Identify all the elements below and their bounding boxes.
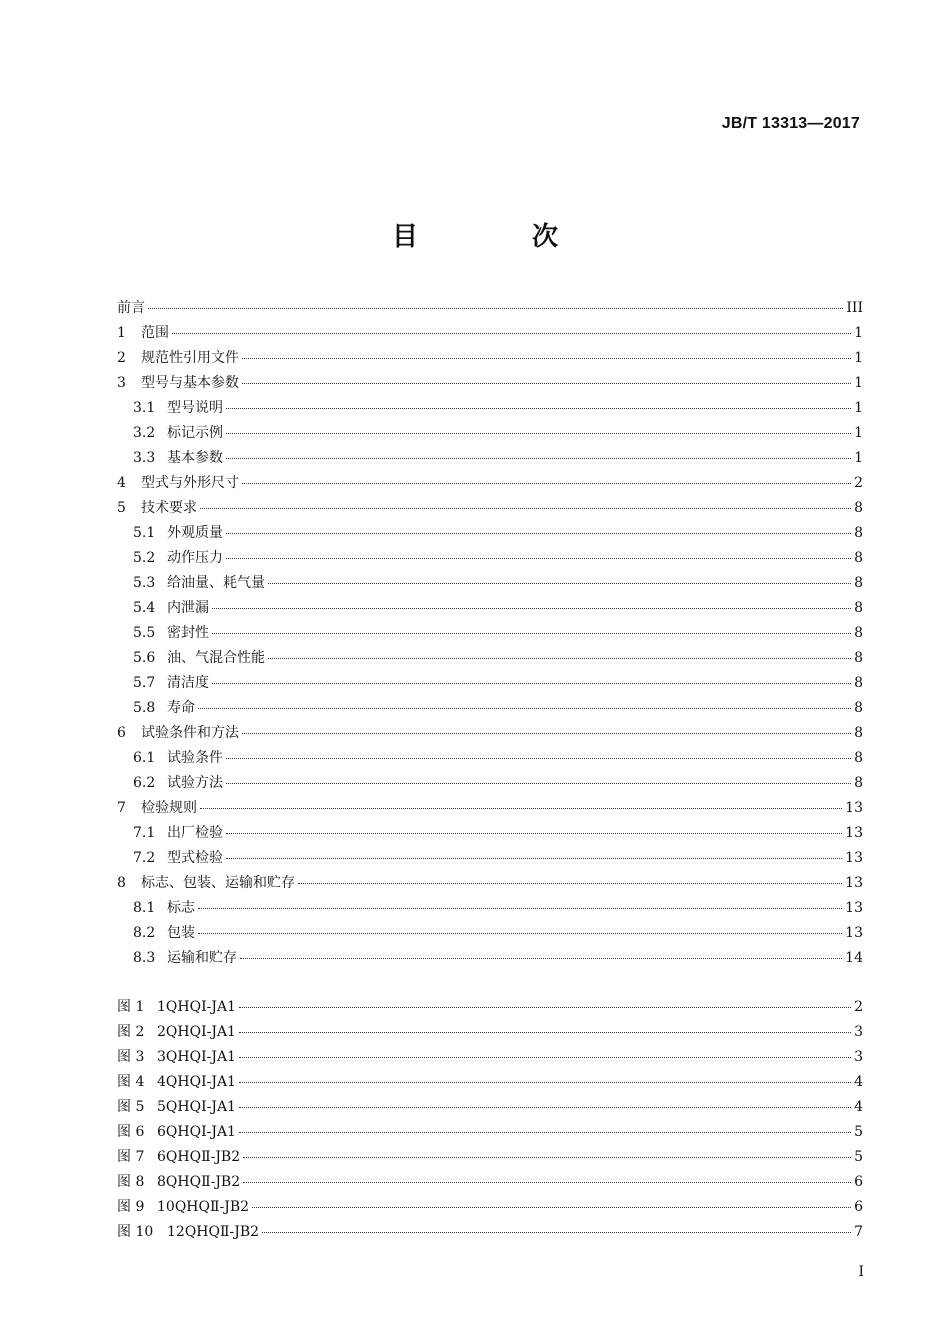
toc-entry[interactable] <box>117 471 863 496</box>
entry-number: 8 <box>117 875 126 891</box>
dot-leader <box>243 1156 851 1158</box>
entry-title: 规范性引用文件 <box>141 350 239 366</box>
entry-number: 6.1 <box>133 750 156 766</box>
toc-entry[interactable] <box>117 796 863 821</box>
toc-entry[interactable] <box>117 871 863 896</box>
dot-leader <box>226 782 851 784</box>
entry-number: 7.2 <box>133 850 156 866</box>
entry-title: 运输和贮存 <box>167 950 237 966</box>
entry-page: 8 <box>854 775 863 791</box>
entry-title: 寿命 <box>167 700 195 716</box>
entry-page: 13 <box>845 900 863 916</box>
toc-entry[interactable] <box>117 746 863 771</box>
standard-code: JB/T 13313—2017 <box>721 115 860 132</box>
entry-number: 5.3 <box>133 575 156 591</box>
dot-leader <box>226 407 851 409</box>
entry-page: 3 <box>854 1024 863 1040</box>
dot-leader <box>252 1206 851 1208</box>
entry-page: 8 <box>854 600 863 616</box>
entry-title: 型号说明 <box>167 400 223 416</box>
entry-number: 图 5 <box>117 1099 145 1115</box>
entry-page: 6 <box>854 1199 863 1215</box>
entry-title: 型式检验 <box>167 850 223 866</box>
entry-title: 范围 <box>141 325 169 341</box>
entry-title: 2QHQⅠ-JA1 <box>157 1024 236 1040</box>
dot-leader <box>242 382 851 384</box>
entry-title: 试验条件 <box>167 750 223 766</box>
entry-number: 图 8 <box>117 1174 145 1190</box>
entry-number: 5.8 <box>133 700 156 716</box>
entry-title: 标记示例 <box>167 425 223 441</box>
dot-leader <box>268 657 851 659</box>
toc-entry[interactable] <box>117 646 863 671</box>
toc-entry[interactable] <box>117 771 863 796</box>
figure-entry[interactable] <box>117 1170 863 1195</box>
entry-title: 型号与基本参数 <box>141 375 239 391</box>
dot-leader <box>226 532 851 534</box>
entry-page: 8 <box>854 625 863 641</box>
entry-page: 1 <box>854 425 863 441</box>
dot-leader <box>239 1131 851 1133</box>
entry-number: 8.3 <box>133 950 156 966</box>
figure-entry[interactable] <box>117 1045 863 1070</box>
dot-leader <box>268 582 851 584</box>
entry-page: 8 <box>854 650 863 666</box>
entry-number: 5.5 <box>133 625 156 641</box>
page-title: 目 次 <box>391 222 602 252</box>
entry-title: 清洁度 <box>167 675 209 691</box>
dot-leader <box>239 1081 851 1083</box>
entry-page: 1 <box>854 375 863 391</box>
entry-page: 7 <box>854 1224 863 1240</box>
entry-page: 8 <box>854 725 863 741</box>
entry-title: 5QHQⅠ-JA1 <box>157 1099 236 1115</box>
entry-title: 10QHQⅡ-JB2 <box>157 1199 250 1215</box>
figure-entry[interactable] <box>117 995 863 1020</box>
entry-number: 5.4 <box>133 600 156 616</box>
figure-entry[interactable] <box>117 1145 863 1170</box>
entry-page: 1 <box>854 325 863 341</box>
figure-entry[interactable] <box>117 1070 863 1095</box>
entry-page: 13 <box>845 825 863 841</box>
toc-entry[interactable] <box>117 396 863 421</box>
entry-page: 2 <box>854 475 863 491</box>
dot-leader <box>240 957 842 959</box>
dot-leader <box>198 707 851 709</box>
entry-title: 前言 <box>117 300 145 316</box>
entry-title: 3QHQⅠ-JA1 <box>157 1049 236 1065</box>
toc-entry[interactable] <box>117 421 863 446</box>
dot-leader <box>212 632 851 634</box>
dot-leader <box>198 907 842 909</box>
entry-number: 5 <box>117 500 126 516</box>
entry-title: 技术要求 <box>141 500 197 516</box>
entry-title: 型式与外形尺寸 <box>141 475 239 491</box>
toc-entry[interactable] <box>117 546 863 571</box>
dot-leader <box>239 1006 851 1008</box>
figure-entry[interactable] <box>117 1220 863 1245</box>
entry-page: 1 <box>854 450 863 466</box>
entry-number: 8.2 <box>133 925 156 941</box>
figure-entry[interactable] <box>117 1095 863 1120</box>
entry-page: 13 <box>845 850 863 866</box>
figure-list <box>117 995 863 1245</box>
dot-leader <box>239 1106 851 1108</box>
entry-number: 图 7 <box>117 1149 145 1165</box>
dot-leader <box>226 757 851 759</box>
toc-entry[interactable] <box>117 896 863 921</box>
toc-entry[interactable] <box>117 521 863 546</box>
dot-leader <box>200 807 842 809</box>
dot-leader <box>226 432 851 434</box>
entry-page: 6 <box>854 1174 863 1190</box>
page-number: I <box>858 1264 864 1280</box>
entry-title: 试验条件和方法 <box>141 725 239 741</box>
entry-page: 8 <box>854 550 863 566</box>
entry-title: 密封性 <box>167 625 209 641</box>
dot-leader <box>226 557 851 559</box>
entry-title: 给油量、耗气量 <box>167 575 265 591</box>
entry-page: 8 <box>854 500 863 516</box>
entry-page: 8 <box>854 675 863 691</box>
entry-page: 4 <box>854 1099 863 1115</box>
dot-leader <box>239 1056 851 1058</box>
dot-leader <box>242 732 851 734</box>
toc-entry[interactable] <box>117 571 863 596</box>
entry-title: 4QHQⅠ-JA1 <box>157 1074 236 1090</box>
dot-leader <box>172 332 851 334</box>
entry-title: 6QHQⅠ-JA1 <box>157 1124 236 1140</box>
entry-number: 5.6 <box>133 650 156 666</box>
dot-leader <box>226 832 842 834</box>
toc-entry[interactable] <box>117 921 863 946</box>
entry-number: 图 3 <box>117 1049 145 1065</box>
toc-entry[interactable] <box>117 496 863 521</box>
toc-entry[interactable] <box>117 671 863 696</box>
entry-number: 8.1 <box>133 900 156 916</box>
entry-number: 6.2 <box>133 775 156 791</box>
entry-title: 油、气混合性能 <box>167 650 265 666</box>
entry-page: 3 <box>854 1049 863 1065</box>
entry-page: 13 <box>845 875 863 891</box>
entry-number: 5.7 <box>133 675 156 691</box>
entry-title: 包装 <box>167 925 195 941</box>
entry-page: 13 <box>845 925 863 941</box>
entry-page: 8 <box>854 700 863 716</box>
toc-entry[interactable] <box>117 846 863 871</box>
figure-entry[interactable] <box>117 1120 863 1145</box>
dot-leader <box>212 607 851 609</box>
toc-entry[interactable] <box>117 621 863 646</box>
dot-leader <box>239 1031 851 1033</box>
entry-number: 图 9 <box>117 1199 145 1215</box>
entry-page: 8 <box>854 575 863 591</box>
entry-title: 标志、包装、运输和贮存 <box>141 875 295 891</box>
entry-page: 2 <box>854 999 863 1015</box>
entry-page: 5 <box>854 1124 863 1140</box>
dot-leader <box>242 482 851 484</box>
entry-title: 试验方法 <box>167 775 223 791</box>
table-of-contents <box>117 296 863 971</box>
toc-entry[interactable] <box>117 321 863 346</box>
entry-title: 检验规则 <box>141 800 197 816</box>
entry-page: 4 <box>854 1074 863 1090</box>
entry-title: 基本参数 <box>167 450 223 466</box>
figure-entry[interactable] <box>117 1195 863 1220</box>
entry-page: 14 <box>845 950 863 966</box>
entry-number: 2 <box>117 350 126 366</box>
entry-number: 图 10 <box>117 1224 154 1240</box>
dot-leader <box>243 1181 851 1183</box>
toc-entry[interactable] <box>117 696 863 721</box>
entry-number: 图 2 <box>117 1024 145 1040</box>
entry-title: 12QHQⅡ-JB2 <box>167 1224 260 1240</box>
entry-number: 图 4 <box>117 1074 145 1090</box>
entry-page: 13 <box>845 800 863 816</box>
figure-entry[interactable] <box>117 1020 863 1045</box>
entry-page: 8 <box>854 525 863 541</box>
entry-number: 3 <box>117 375 126 391</box>
entry-title: 内泄漏 <box>167 600 209 616</box>
entry-number: 7 <box>117 800 126 816</box>
entry-page: 1 <box>854 400 863 416</box>
entry-number: 3.1 <box>133 400 156 416</box>
dot-leader <box>242 357 851 359</box>
entry-title: 6QHQⅡ-JB2 <box>157 1149 241 1165</box>
entry-page: 5 <box>854 1149 863 1165</box>
dot-leader <box>226 457 851 459</box>
toc-entry[interactable] <box>117 596 863 621</box>
toc-entry[interactable] <box>117 821 863 846</box>
dot-leader <box>262 1231 851 1233</box>
entry-number: 4 <box>117 475 126 491</box>
toc-entry[interactable] <box>117 446 863 471</box>
toc-entry[interactable] <box>117 371 863 396</box>
toc-entry[interactable] <box>117 296 863 321</box>
entry-number: 5.1 <box>133 525 156 541</box>
entry-number: 6 <box>117 725 126 741</box>
entry-page: 8 <box>854 750 863 766</box>
entry-title: 外观质量 <box>167 525 223 541</box>
entry-title: 出厂检验 <box>167 825 223 841</box>
dot-leader <box>212 682 851 684</box>
entry-title: 1QHQⅠ-JA1 <box>157 999 236 1015</box>
dot-leader <box>148 307 843 309</box>
dot-leader <box>298 882 842 884</box>
toc-entry[interactable] <box>117 946 863 971</box>
entry-title: 8QHQⅡ-JB2 <box>157 1174 241 1190</box>
entry-title: 标志 <box>167 900 195 916</box>
dot-leader <box>200 507 851 509</box>
entry-title: 动作压力 <box>167 550 223 566</box>
entry-number: 图 6 <box>117 1124 145 1140</box>
entry-page: 1 <box>854 350 863 366</box>
dot-leader <box>198 932 842 934</box>
entry-number: 1 <box>117 325 126 341</box>
dot-leader <box>226 857 842 859</box>
toc-entry[interactable] <box>117 346 863 371</box>
entry-number: 5.2 <box>133 550 156 566</box>
entry-number: 3.2 <box>133 425 156 441</box>
toc-entry[interactable] <box>117 721 863 746</box>
entry-number: 图 1 <box>117 999 145 1015</box>
entry-page: III <box>846 300 863 316</box>
entry-number: 3.3 <box>133 450 156 466</box>
entry-number: 7.1 <box>133 825 156 841</box>
